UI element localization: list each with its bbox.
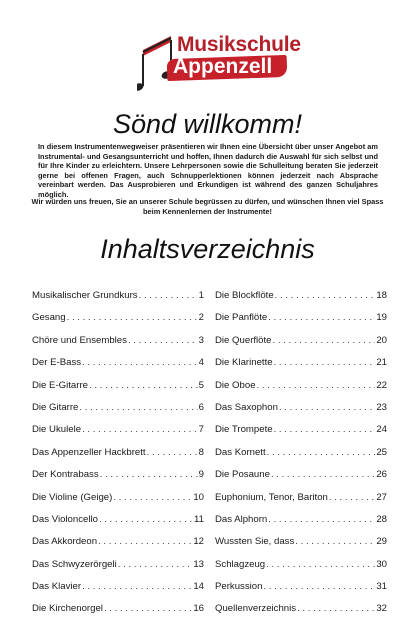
toc-entry[interactable] xyxy=(215,379,387,401)
toc-entry[interactable] xyxy=(215,491,387,513)
toc-entry-page: 10 xyxy=(193,491,204,503)
toc-leader-dots xyxy=(297,602,375,616)
toc-entry[interactable] xyxy=(215,602,387,624)
toc-entry-title: Die Panflöte xyxy=(215,312,268,324)
toc-entry-title: Schlagzeug xyxy=(215,558,266,570)
toc-leader-dots xyxy=(89,379,198,393)
toc-entry-page: 4 xyxy=(198,357,204,369)
toc-entry-page: 22 xyxy=(376,379,387,391)
toc-entry[interactable] xyxy=(215,446,387,468)
toc-entry[interactable] xyxy=(215,401,387,423)
toc-entry-page: 18 xyxy=(376,290,387,301)
toc-entry[interactable] xyxy=(32,535,204,557)
toc-leader-dots xyxy=(98,535,192,549)
toc-entry[interactable] xyxy=(215,580,387,602)
toc-entry-page: 16 xyxy=(193,603,204,615)
toc-entry-page: 31 xyxy=(376,581,387,593)
intro-paragraph: In diesem Instrumentenwegweiser präsentieren wir Ihnen eine Übersicht über unser Angebot am Instrumental- und Gesangsunterricht und hoffen, Ihnen dadurch die Auswahl für sich selbst und für Ihre Kinder zu erleichtern. Unsere Lehrpersonen sowie die Schulleitung beraten Sie jederzeit gerne bei offenen Fragen, auch Schnupperlektionen können jederzeit nach Absprache vereinbart werden. Das Ausprobieren und Erkundigen ist während des ganzen Schuljahres möglich. xyxy=(38,142,378,199)
toc-entry-title: Euphonium, Tenor, Bariton xyxy=(215,491,328,503)
toc-leader-dots xyxy=(274,423,376,437)
toc-entry-page: 12 xyxy=(193,536,204,548)
toc-entry-title: Die Violine (Geige) xyxy=(32,491,113,503)
toc-entry[interactable] xyxy=(215,356,387,378)
toc-entry[interactable] xyxy=(32,513,204,535)
toc-leader-dots xyxy=(329,491,375,505)
toc-entry-page: 26 xyxy=(376,469,387,481)
toc-entry[interactable] xyxy=(215,535,387,557)
toc-entry[interactable] xyxy=(215,311,387,333)
toc-entry-title: Das Kornett xyxy=(215,446,266,458)
toc-entry[interactable] xyxy=(32,401,204,423)
toc-entry-page: 7 xyxy=(198,424,204,436)
toc-entry[interactable] xyxy=(215,513,387,535)
toc-leader-dots xyxy=(118,558,193,572)
toc-heading: Inhaltsverzeichnis xyxy=(100,234,315,264)
toc-leader-dots xyxy=(99,513,193,527)
toc-leader-dots xyxy=(267,446,376,460)
toc-right-column xyxy=(215,289,387,625)
toc-entry-title: Die Blockflöte xyxy=(215,290,274,301)
toc-entry-title: Die Gitarre xyxy=(32,401,79,413)
toc-entry-page: 1 xyxy=(198,290,204,301)
toc-leader-dots xyxy=(263,580,375,594)
toc-entry-page: 32 xyxy=(376,603,387,615)
toc-entry[interactable] xyxy=(32,379,204,401)
toc-entry-title: Das Violoncello xyxy=(32,513,98,525)
toc-entry-title: Gesang xyxy=(32,312,66,324)
toc-entry-page: 20 xyxy=(376,334,387,346)
toc-entry-title: Die E-Gitarre xyxy=(32,379,88,391)
toc-entry-title: Die Querflöte xyxy=(215,334,272,346)
toc-leader-dots xyxy=(139,289,198,303)
toc-leader-dots xyxy=(275,289,376,303)
toc-leader-dots xyxy=(82,356,198,370)
toc-entry[interactable] xyxy=(32,311,204,333)
toc-entry-title: Das Appenzeller Hackbrett xyxy=(32,446,146,458)
toc-leader-dots xyxy=(82,580,192,594)
toc-entry-title: Die Kirchenorgel xyxy=(32,603,103,615)
toc-leader-dots xyxy=(82,423,198,437)
toc-leader-dots xyxy=(128,334,198,348)
toc-entry[interactable] xyxy=(32,289,204,311)
toc-entry-page: 3 xyxy=(198,334,204,346)
logo-text-musikschule: Musikschule xyxy=(177,33,301,56)
toc-leader-dots xyxy=(67,311,198,325)
toc-entry[interactable] xyxy=(32,580,204,602)
toc-leader-dots xyxy=(271,468,375,482)
toc-entry-title: Die Trompete xyxy=(215,424,273,436)
toc-entry-title: Quellenverzeichnis xyxy=(215,603,297,615)
toc-entry[interactable] xyxy=(32,491,204,513)
toc-entry-page: 2 xyxy=(198,312,204,324)
toc-entry[interactable] xyxy=(215,289,387,311)
toc-entry-page: 9 xyxy=(198,469,204,481)
toc-entry-title: Wussten Sie, dass xyxy=(215,536,295,548)
toc-entry-page: 23 xyxy=(376,401,387,413)
toc-entry-page: 29 xyxy=(376,536,387,548)
toc-entry-title: Das Akkordeon xyxy=(32,536,98,548)
toc-entry-title: Das Alphorn xyxy=(215,513,268,525)
toc-entry-title: Musikalischer Grundkurs xyxy=(32,290,138,301)
toc-entry-title: Die Posaune xyxy=(215,469,270,481)
toc-leader-dots xyxy=(104,602,192,616)
toc-entry-page: 14 xyxy=(193,581,204,593)
invite-paragraph: Wir würden uns freuen, Sie an unserer Schule begrüssen zu dürfen, und wünschen Ihnen viel Spass beim Kennenlernen der Instrumente! xyxy=(31,197,384,216)
toc-entry-page: 19 xyxy=(376,312,387,324)
toc-entry-page: 21 xyxy=(376,357,387,369)
toc-entry-title: Die Klarinette xyxy=(215,357,273,369)
toc-leader-dots xyxy=(79,401,197,415)
welcome-heading: Sönd willkomm! xyxy=(112,109,303,139)
toc-leader-dots xyxy=(268,311,375,325)
toc-leader-dots xyxy=(274,356,376,370)
toc-leader-dots xyxy=(257,379,376,393)
toc-entry[interactable] xyxy=(215,468,387,490)
toc-entry-title: Die Oboe xyxy=(215,379,256,391)
toc-entry-page: 5 xyxy=(198,379,204,391)
toc-entry-title: Chöre und Ensembles xyxy=(32,334,127,346)
toc-leader-dots xyxy=(147,446,198,460)
toc-leader-dots xyxy=(273,334,376,348)
toc-leader-dots xyxy=(295,535,375,549)
toc-entry-page: 11 xyxy=(194,513,204,525)
toc-entry-page: 30 xyxy=(376,558,387,570)
toc-entry[interactable] xyxy=(32,602,204,624)
logo-text-appenzell: Appenzell xyxy=(173,55,273,78)
toc-leader-dots xyxy=(113,491,192,505)
toc-entry-title: Das Saxophon xyxy=(215,401,278,413)
toc-entry[interactable] xyxy=(32,334,204,356)
toc-entry-page: 13 xyxy=(193,558,204,570)
toc-entry-page: 8 xyxy=(198,446,204,458)
toc-entry-page: 25 xyxy=(376,446,387,458)
toc-entry-title: Perkussion xyxy=(215,581,263,593)
toc-entry[interactable] xyxy=(32,558,204,580)
toc-entry-page: 27 xyxy=(376,491,387,503)
toc-entry[interactable] xyxy=(32,446,204,468)
toc-leader-dots xyxy=(100,468,198,482)
toc-entry-page: 6 xyxy=(198,401,204,413)
toc-leader-dots xyxy=(266,558,375,572)
toc-leader-dots xyxy=(279,401,375,415)
toc-entry[interactable] xyxy=(32,468,204,490)
toc-entry-title: Die Ukulele xyxy=(32,424,82,436)
toc-left-column xyxy=(32,289,204,625)
toc-entry-title: Das Klavier xyxy=(32,581,82,593)
toc-entry-title: Der Kontrabass xyxy=(32,469,99,481)
toc-entry[interactable] xyxy=(32,356,204,378)
toc-entry-title: Der E-Bass xyxy=(32,357,82,369)
musikschule-logo xyxy=(137,28,301,100)
toc-entry-title: Das Schwyzerörgeli xyxy=(32,558,117,570)
toc-entry[interactable] xyxy=(215,558,387,580)
toc-entry[interactable] xyxy=(215,423,387,445)
toc-entry-page: 24 xyxy=(376,424,387,436)
toc-entry[interactable] xyxy=(215,334,387,356)
toc-leader-dots xyxy=(268,513,375,527)
toc-entry[interactable] xyxy=(32,423,204,445)
toc-entry-page: 28 xyxy=(376,513,387,525)
